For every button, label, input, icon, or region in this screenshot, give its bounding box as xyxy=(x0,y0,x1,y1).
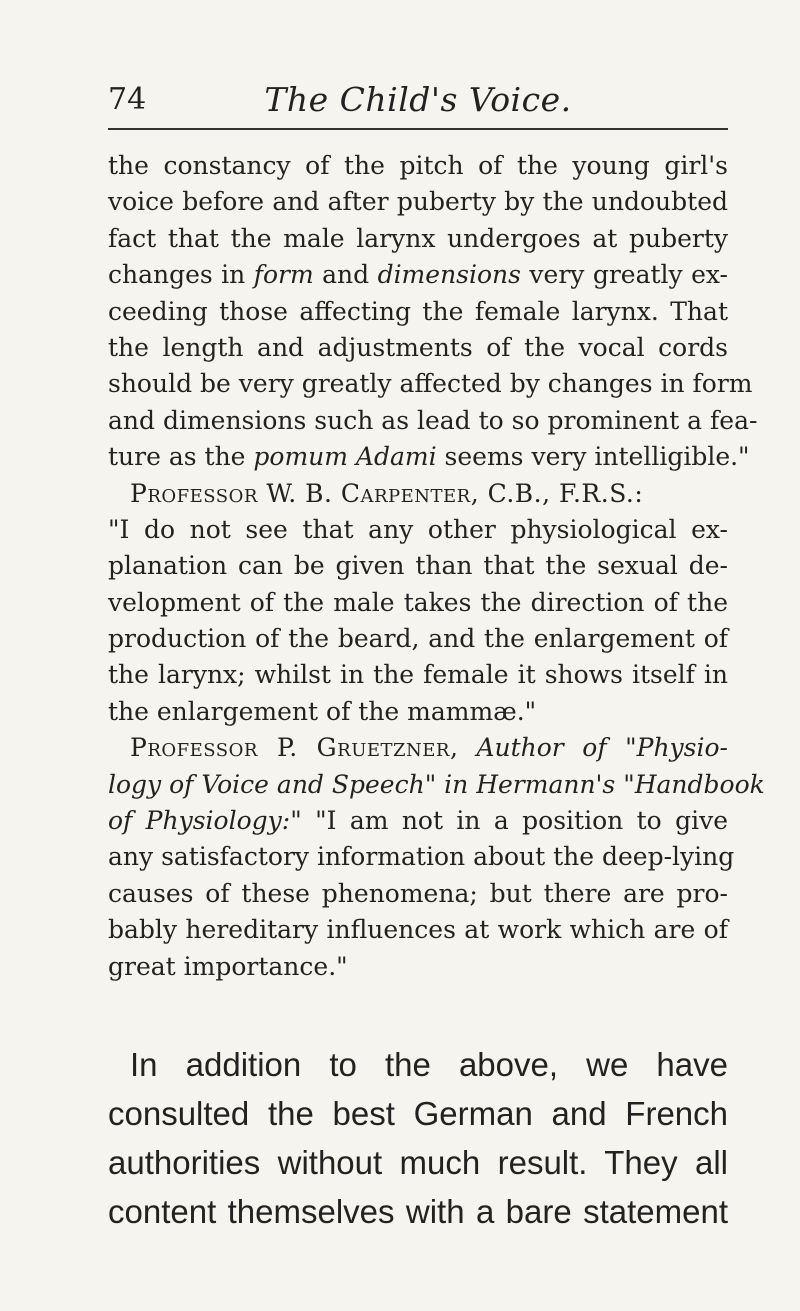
book-title: of Physiology:" xyxy=(108,806,302,836)
italic-term-pomum-adami: pomum Adami xyxy=(253,442,437,472)
text-line: fact that the male larynx undergoes at puberty xyxy=(108,223,728,253)
italic-term-dimensions: dimensions xyxy=(377,260,521,290)
author-credentials: , C.B., F.R.S.: xyxy=(470,478,644,508)
text-line: should be very greatly affected by changes in form xyxy=(108,369,753,399)
text-segment: , xyxy=(449,733,477,763)
page-header xyxy=(108,80,728,124)
text-line: the constancy of the pitch of the young girl's xyxy=(108,151,728,180)
page-number: 74 xyxy=(108,82,147,117)
text-line xyxy=(108,803,728,839)
text-line: In addition to the above, we have xyxy=(130,1046,728,1083)
running-title: The Child's Voice. xyxy=(264,80,572,119)
text-segment: very greatly ex- xyxy=(520,260,728,290)
text-line: "I do not see that any other physiological ex- xyxy=(108,514,728,544)
text-line: causes of these phenomena; but there are pro- xyxy=(108,878,728,908)
quoted-passage xyxy=(108,148,765,985)
text-segment: "I am not in a position to give xyxy=(301,806,728,836)
author-name: Professor P. Gruetzner xyxy=(130,733,450,763)
text-line: velopment of the male takes the direction of the xyxy=(108,587,728,617)
text-line: the length and adjustments of the vocal cords xyxy=(108,332,728,362)
text-segment: changes in xyxy=(108,260,254,290)
text-line: great importance." xyxy=(108,951,348,981)
text-line xyxy=(108,439,750,475)
text-line: any satisfactory information about the deep-lying xyxy=(108,842,735,872)
text-line: authorities without much result. They all xyxy=(108,1144,728,1181)
text-line: bably hereditary influences at work which are of xyxy=(108,915,728,945)
text-line xyxy=(108,257,728,293)
text-line: production of the beard, and the enlargement of xyxy=(108,624,728,654)
italic-term-form: form xyxy=(253,260,314,290)
header-rule xyxy=(108,128,728,130)
author-role: Author of "Physio- xyxy=(476,733,728,763)
author-name: Professor W. B. Carpenter xyxy=(130,478,471,508)
text-line: ceeding those affecting the female larynx. That xyxy=(108,296,728,326)
text-line: consulted the best German and French xyxy=(108,1095,728,1132)
text-line: content themselves with a bare statement xyxy=(108,1193,728,1230)
text-segment: seems very intelligible." xyxy=(436,442,750,472)
text-line: voice before and after puberty by the undoubted xyxy=(108,187,728,217)
text-segment: and xyxy=(313,260,378,290)
text-line: the enlargement of the mammæ." xyxy=(108,696,537,726)
continuation-paragraph xyxy=(108,1040,728,1236)
attribution-carpenter xyxy=(108,476,728,512)
text-line: planation can be given than that the sexual de- xyxy=(108,551,728,581)
attribution-gruetzner xyxy=(108,730,728,766)
text-line: logy of Voice and Speech" in Hermann's "Handbook xyxy=(108,769,765,799)
text-line: the larynx; whilst in the female it shows itself in xyxy=(108,660,728,690)
text-segment: ture as the xyxy=(108,442,254,472)
text-line: and dimensions such as lead to so prominent a fea- xyxy=(108,405,758,435)
